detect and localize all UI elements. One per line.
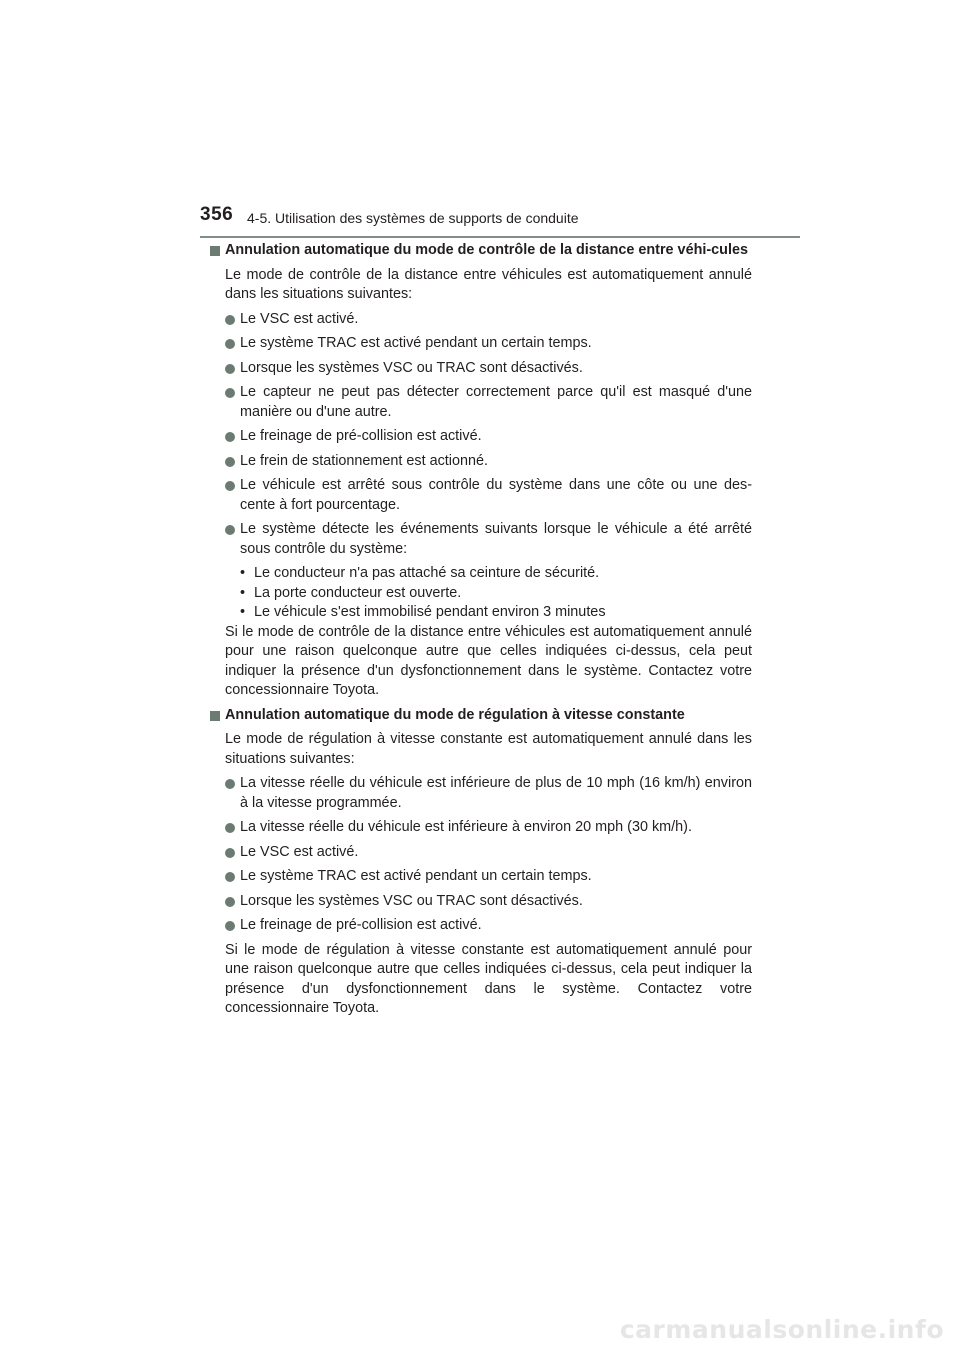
dot-mark: • [240, 604, 246, 620]
page-number: 356 [200, 204, 234, 225]
heading-text: Annulation automatique du mode de régulation à vitesse constante [225, 706, 685, 723]
round-bullet-icon [225, 339, 235, 349]
list-item-text: Le VSC est activé. [240, 310, 359, 327]
list-item [210, 476, 752, 515]
round-bullet-icon [225, 315, 235, 325]
watermark: carmanualsonline.info [619, 1315, 944, 1344]
round-bullet-icon [225, 432, 235, 442]
round-bullet-icon [225, 481, 235, 491]
heading-text: Annulation automatique du mode de contrôle de la distance entre véhi-cules [225, 242, 748, 258]
list-item-text: Le freinage de pré-collision est activé. [240, 428, 482, 444]
list-item-text: Le capteur ne peut pas détecter correctement parce qu'il est masqué d'une manière ou d'une autre. [240, 384, 752, 420]
sub-list-item [240, 584, 752, 604]
dot-mark: • [240, 565, 246, 581]
list-item [210, 818, 752, 838]
list-item [210, 334, 752, 354]
sub-list-item [240, 564, 752, 584]
round-bullet-icon [225, 525, 235, 535]
list-item-text: Lorsque les systèmes VSC ou TRAC sont désactivés. [240, 359, 583, 376]
list-item [210, 383, 752, 422]
list-item-text: Lorsque les systèmes VSC ou TRAC sont désactivés. [240, 892, 583, 909]
list-item-text: Le véhicule est arrêté sous contrôle du système dans une côte ou une des-cente à fort pourcentage. [240, 477, 752, 513]
list-item [210, 427, 752, 447]
square-bullet-icon [210, 246, 220, 256]
list-item [210, 892, 752, 912]
round-bullet-icon [225, 897, 235, 907]
round-bullet-icon [225, 848, 235, 858]
sub-list-item-text: Le véhicule s'est immobilisé pendant environ 3 minutes [254, 604, 606, 620]
list-item [210, 867, 752, 887]
list-item-text: Le frein de stationnement est actionné. [240, 452, 488, 469]
section-heading-cruise-control [210, 706, 752, 726]
list-item-text: Le système TRAC est activé pendant un certain temps. [240, 335, 592, 351]
list-item [210, 774, 752, 813]
list-item-text: Le système détecte les événements suivants lorsque le véhicule a été arrêté sous contrôle du système: [240, 521, 752, 557]
dot-mark: • [240, 584, 246, 601]
page-content [210, 241, 752, 1024]
page-header [200, 200, 800, 238]
list-item-text: Le VSC est activé. [240, 843, 359, 860]
sub-list [240, 564, 752, 623]
list-item [210, 843, 752, 863]
round-bullet-icon [225, 457, 235, 467]
round-bullet-icon [225, 823, 235, 833]
section-closing: Si le mode de régulation à vitesse constante est automatiquement annulé pour une raison quelconque autre que celles indiquées ci-dessus, cela peut indiquer la présence d'un dysfonctionnement dans le système. Contactez votre concessionnaire Toyota. [225, 941, 752, 1016]
section-title: 4-5. Utilisation des systèmes de supports de conduite [247, 210, 579, 226]
round-bullet-icon [225, 921, 235, 931]
section-intro: Le mode de contrôle de la distance entre véhicules est automatiquement annulé dans les situations suivantes: [225, 266, 752, 302]
list-item [210, 916, 752, 936]
round-bullet-icon [225, 872, 235, 882]
list-item [210, 359, 752, 379]
list-item [210, 452, 752, 472]
section-heading-distance-control [210, 241, 752, 261]
sub-list-item-text: La porte conducteur est ouverte. [254, 584, 462, 601]
square-bullet-icon [210, 711, 220, 721]
list-item-text: Le système TRAC est activé pendant un certain temps. [240, 868, 592, 884]
round-bullet-icon [225, 364, 235, 374]
round-bullet-icon [225, 779, 235, 789]
list-item-text: La vitesse réelle du véhicule est inférieure de plus de 10 mph (16 km/h) environ à la vitesse programmée. [240, 775, 752, 811]
sub-list-item-text: Le conducteur n'a pas attaché sa ceinture de sécurité. [254, 565, 600, 581]
list-item [210, 310, 752, 330]
round-bullet-icon [225, 388, 235, 398]
list-item [210, 520, 752, 559]
list-item-text: Le freinage de pré-collision est activé. [240, 917, 482, 933]
section-closing: Si le mode de contrôle de la distance entre véhicules est automatiquement annulé pour une raison quelconque autre que celles indiquées ci-dessus, cela peut indiquer la présence d'un dysfonctionnement dans le système. Contactez votre concessionnaire Toyota. [225, 623, 752, 698]
sub-list-item [240, 603, 752, 623]
section-intro: Le mode de régulation à vitesse constante est automatiquement annulé dans les situations suivantes: [225, 731, 752, 767]
list-item-text: La vitesse réelle du véhicule est inférieure à environ 20 mph (30 km/h). [240, 819, 692, 835]
